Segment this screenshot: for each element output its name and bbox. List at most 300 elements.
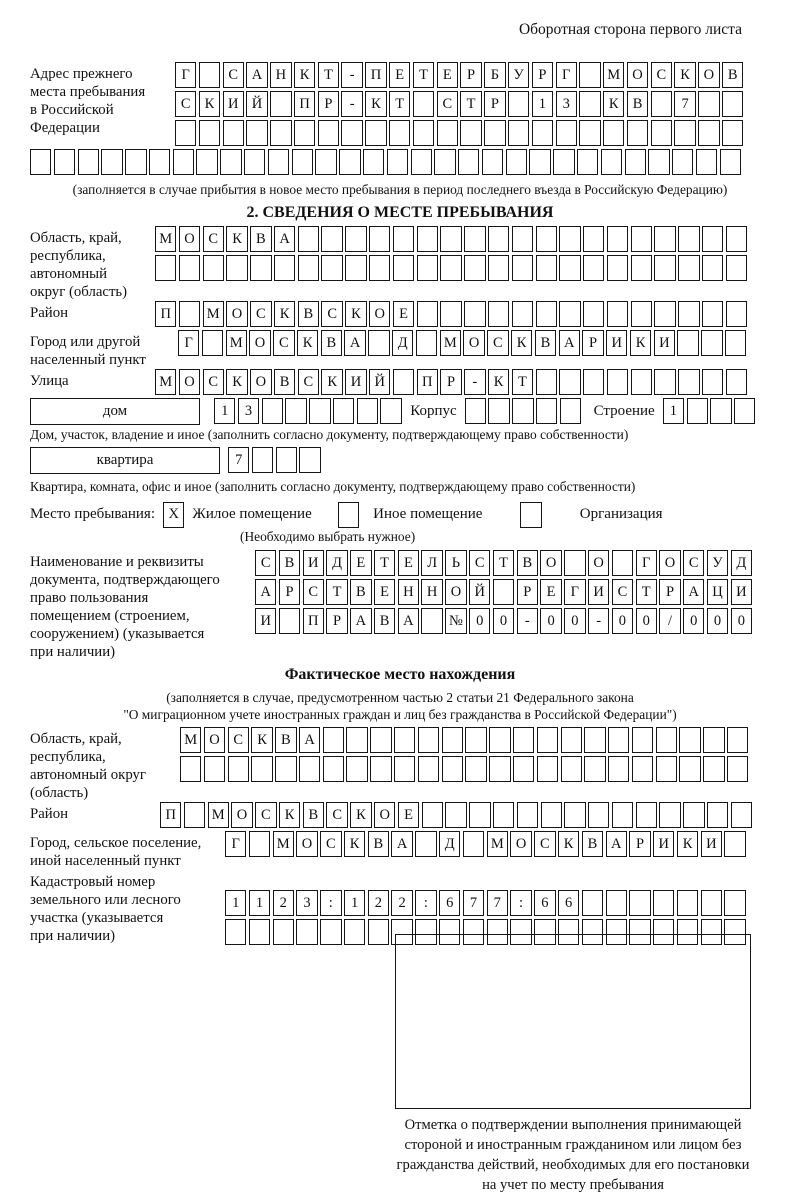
- char-box[interactable]: [653, 919, 674, 945]
- char-box[interactable]: К: [345, 301, 366, 327]
- char-box[interactable]: О: [698, 62, 719, 88]
- char-box[interactable]: К: [558, 831, 579, 857]
- char-box[interactable]: [722, 120, 743, 146]
- char-box[interactable]: В: [368, 831, 389, 857]
- char-box[interactable]: [726, 226, 747, 252]
- char-box[interactable]: [380, 398, 401, 424]
- char-box[interactable]: [422, 802, 443, 828]
- char-box[interactable]: [321, 255, 342, 281]
- char-box[interactable]: №: [445, 608, 466, 634]
- char-box[interactable]: [726, 369, 747, 395]
- char-box[interactable]: О: [540, 550, 561, 576]
- char-box[interactable]: [608, 756, 629, 782]
- char-box[interactable]: С: [255, 550, 276, 576]
- char-box[interactable]: Т: [318, 62, 339, 88]
- char-box[interactable]: [607, 369, 628, 395]
- char-box[interactable]: Р: [517, 579, 538, 605]
- char-box[interactable]: Д: [326, 550, 347, 576]
- char-box[interactable]: [180, 756, 201, 782]
- char-box[interactable]: [394, 756, 415, 782]
- char-box[interactable]: 0: [540, 608, 561, 634]
- char-box[interactable]: О: [369, 301, 390, 327]
- char-box[interactable]: [413, 120, 434, 146]
- char-box[interactable]: О: [204, 727, 225, 753]
- char-box[interactable]: [631, 369, 652, 395]
- char-box[interactable]: [318, 120, 339, 146]
- char-box[interactable]: М: [603, 62, 624, 88]
- char-box[interactable]: [707, 802, 728, 828]
- char-box[interactable]: Р: [460, 62, 481, 88]
- char-box[interactable]: [393, 255, 414, 281]
- char-box[interactable]: [369, 255, 390, 281]
- char-box[interactable]: К: [279, 802, 300, 828]
- char-box[interactable]: [541, 802, 562, 828]
- char-box[interactable]: Р: [318, 91, 339, 117]
- char-box[interactable]: [632, 756, 653, 782]
- char-box[interactable]: [294, 120, 315, 146]
- char-box[interactable]: [320, 919, 341, 945]
- char-box[interactable]: А: [606, 831, 627, 857]
- char-box[interactable]: [463, 831, 484, 857]
- char-box[interactable]: [417, 255, 438, 281]
- char-box[interactable]: А: [398, 608, 419, 634]
- char-box[interactable]: В: [627, 91, 648, 117]
- char-box[interactable]: О: [179, 369, 200, 395]
- char-box[interactable]: В: [279, 550, 300, 576]
- checkbox-zhiloe[interactable]: X: [163, 502, 184, 528]
- char-box[interactable]: [677, 330, 698, 356]
- char-box[interactable]: [725, 330, 746, 356]
- checkbox-organizatsiya[interactable]: [520, 502, 541, 528]
- char-box[interactable]: [702, 226, 723, 252]
- char-box[interactable]: А: [350, 608, 371, 634]
- char-box[interactable]: [559, 369, 580, 395]
- char-box[interactable]: С: [298, 369, 319, 395]
- char-box[interactable]: [651, 91, 672, 117]
- char-box[interactable]: У: [707, 550, 728, 576]
- char-box[interactable]: [202, 330, 223, 356]
- char-box[interactable]: [698, 91, 719, 117]
- char-box[interactable]: [588, 802, 609, 828]
- char-box[interactable]: [537, 727, 558, 753]
- char-box[interactable]: [298, 255, 319, 281]
- char-box[interactable]: 6: [439, 890, 460, 916]
- char-box[interactable]: А: [344, 330, 365, 356]
- char-box[interactable]: [687, 398, 708, 424]
- char-box[interactable]: [344, 919, 365, 945]
- char-box[interactable]: Т: [413, 62, 434, 88]
- char-box[interactable]: [411, 149, 432, 175]
- char-box[interactable]: Й: [246, 91, 267, 117]
- char-box[interactable]: [345, 255, 366, 281]
- char-box[interactable]: К: [297, 330, 318, 356]
- char-box[interactable]: [679, 756, 700, 782]
- char-box[interactable]: Т: [374, 550, 395, 576]
- char-box[interactable]: Е: [393, 301, 414, 327]
- char-box[interactable]: С: [321, 301, 342, 327]
- char-box[interactable]: [270, 120, 291, 146]
- char-box[interactable]: [417, 301, 438, 327]
- char-box[interactable]: [606, 919, 627, 945]
- char-box[interactable]: [339, 149, 360, 175]
- char-box[interactable]: [363, 149, 384, 175]
- char-box[interactable]: [276, 447, 297, 473]
- char-box[interactable]: К: [603, 91, 624, 117]
- char-box[interactable]: [674, 120, 695, 146]
- char-box[interactable]: [203, 255, 224, 281]
- char-box[interactable]: [78, 149, 99, 175]
- char-box[interactable]: [389, 120, 410, 146]
- char-box[interactable]: [274, 255, 295, 281]
- checkbox-inoe[interactable]: [338, 502, 359, 528]
- char-box[interactable]: [463, 919, 484, 945]
- char-box[interactable]: Г: [175, 62, 196, 88]
- char-box[interactable]: [677, 919, 698, 945]
- char-box[interactable]: П: [417, 369, 438, 395]
- char-box[interactable]: Т: [512, 369, 533, 395]
- char-box[interactable]: [678, 369, 699, 395]
- char-box[interactable]: [292, 149, 313, 175]
- char-box[interactable]: С: [487, 330, 508, 356]
- char-box[interactable]: [393, 226, 414, 252]
- char-box[interactable]: В: [250, 226, 271, 252]
- char-box[interactable]: С: [303, 579, 324, 605]
- char-box[interactable]: [460, 120, 481, 146]
- char-box[interactable]: [696, 149, 717, 175]
- char-box[interactable]: [583, 301, 604, 327]
- char-box[interactable]: Д: [731, 550, 752, 576]
- char-box[interactable]: С: [223, 62, 244, 88]
- char-box[interactable]: 3: [238, 398, 259, 424]
- char-box[interactable]: [583, 369, 604, 395]
- char-box[interactable]: Р: [326, 608, 347, 634]
- char-box[interactable]: Г: [178, 330, 199, 356]
- char-box[interactable]: 0: [707, 608, 728, 634]
- char-box[interactable]: И: [223, 91, 244, 117]
- char-box[interactable]: [603, 120, 624, 146]
- char-box[interactable]: Т: [636, 579, 657, 605]
- char-box[interactable]: [724, 890, 745, 916]
- char-box[interactable]: 1: [663, 398, 684, 424]
- char-box[interactable]: -: [588, 608, 609, 634]
- char-box[interactable]: П: [294, 91, 315, 117]
- char-box[interactable]: С: [273, 330, 294, 356]
- char-box[interactable]: [701, 890, 722, 916]
- char-box[interactable]: С: [255, 802, 276, 828]
- char-box[interactable]: М: [203, 301, 224, 327]
- char-box[interactable]: [654, 301, 675, 327]
- char-box[interactable]: [458, 149, 479, 175]
- char-box[interactable]: М: [155, 226, 176, 252]
- char-box[interactable]: [532, 120, 553, 146]
- char-box[interactable]: [323, 727, 344, 753]
- char-box[interactable]: [654, 226, 675, 252]
- char-box[interactable]: [275, 756, 296, 782]
- char-box[interactable]: [537, 756, 558, 782]
- char-box[interactable]: [488, 301, 509, 327]
- char-box[interactable]: [632, 727, 653, 753]
- char-box[interactable]: [262, 398, 283, 424]
- char-box[interactable]: [678, 301, 699, 327]
- char-box[interactable]: [488, 255, 509, 281]
- char-box[interactable]: [536, 369, 557, 395]
- char-box[interactable]: 2: [391, 890, 412, 916]
- char-box[interactable]: [465, 398, 486, 424]
- char-box[interactable]: [701, 919, 722, 945]
- char-box[interactable]: [309, 398, 330, 424]
- char-box[interactable]: [583, 226, 604, 252]
- char-box[interactable]: Е: [437, 62, 458, 88]
- char-box[interactable]: [653, 890, 674, 916]
- char-box[interactable]: О: [249, 330, 270, 356]
- char-box[interactable]: [529, 149, 550, 175]
- char-box[interactable]: [244, 149, 265, 175]
- char-box[interactable]: С: [612, 579, 633, 605]
- char-box[interactable]: [584, 756, 605, 782]
- char-box[interactable]: -: [517, 608, 538, 634]
- char-box[interactable]: Й: [369, 369, 390, 395]
- char-box[interactable]: [30, 149, 51, 175]
- char-box[interactable]: [346, 727, 367, 753]
- char-box[interactable]: [601, 149, 622, 175]
- char-box[interactable]: У: [508, 62, 529, 88]
- char-box[interactable]: [702, 255, 723, 281]
- char-box[interactable]: 7: [228, 447, 249, 473]
- char-box[interactable]: П: [365, 62, 386, 88]
- char-box[interactable]: [629, 919, 650, 945]
- char-box[interactable]: 3: [556, 91, 577, 117]
- char-box[interactable]: [220, 149, 241, 175]
- char-box[interactable]: [369, 226, 390, 252]
- char-box[interactable]: [341, 120, 362, 146]
- char-box[interactable]: [734, 398, 755, 424]
- char-box[interactable]: [199, 62, 220, 88]
- char-box[interactable]: И: [606, 330, 627, 356]
- char-box[interactable]: М: [226, 330, 247, 356]
- char-box[interactable]: [512, 398, 533, 424]
- char-box[interactable]: К: [199, 91, 220, 117]
- char-box[interactable]: [346, 756, 367, 782]
- char-box[interactable]: [489, 727, 510, 753]
- char-box[interactable]: 1: [225, 890, 246, 916]
- char-box[interactable]: А: [255, 579, 276, 605]
- char-box[interactable]: [559, 226, 580, 252]
- char-box[interactable]: И: [653, 831, 674, 857]
- char-box[interactable]: [387, 149, 408, 175]
- char-box[interactable]: С: [469, 550, 490, 576]
- char-box[interactable]: О: [179, 226, 200, 252]
- char-box[interactable]: [579, 91, 600, 117]
- char-box[interactable]: П: [155, 301, 176, 327]
- char-box[interactable]: 0: [564, 608, 585, 634]
- char-box[interactable]: [648, 149, 669, 175]
- char-box[interactable]: [582, 890, 603, 916]
- char-box[interactable]: [720, 149, 741, 175]
- char-box[interactable]: Т: [493, 550, 514, 576]
- char-box[interactable]: [656, 756, 677, 782]
- char-box[interactable]: -: [464, 369, 485, 395]
- char-box[interactable]: 0: [493, 608, 514, 634]
- char-box[interactable]: Д: [439, 831, 460, 857]
- char-box[interactable]: [442, 756, 463, 782]
- char-box[interactable]: [561, 756, 582, 782]
- char-box[interactable]: [440, 301, 461, 327]
- char-box[interactable]: [608, 727, 629, 753]
- char-box[interactable]: [249, 831, 270, 857]
- char-box[interactable]: М: [440, 330, 461, 356]
- char-box[interactable]: [155, 255, 176, 281]
- char-box[interactable]: 0: [683, 608, 704, 634]
- char-box[interactable]: Г: [225, 831, 246, 857]
- char-box[interactable]: 0: [612, 608, 633, 634]
- char-box[interactable]: -: [341, 62, 362, 88]
- char-box[interactable]: [179, 255, 200, 281]
- char-box[interactable]: [607, 301, 628, 327]
- char-box[interactable]: [315, 149, 336, 175]
- char-box[interactable]: 6: [534, 890, 555, 916]
- char-box[interactable]: [413, 91, 434, 117]
- char-box[interactable]: [579, 62, 600, 88]
- char-box[interactable]: В: [517, 550, 538, 576]
- char-box[interactable]: К: [226, 226, 247, 252]
- char-box[interactable]: К: [321, 369, 342, 395]
- char-box[interactable]: [627, 120, 648, 146]
- char-box[interactable]: И: [255, 608, 276, 634]
- char-box[interactable]: В: [298, 301, 319, 327]
- char-box[interactable]: [631, 255, 652, 281]
- char-box[interactable]: 3: [296, 890, 317, 916]
- char-box[interactable]: [298, 226, 319, 252]
- char-box[interactable]: [299, 447, 320, 473]
- char-box[interactable]: [199, 120, 220, 146]
- char-box[interactable]: [333, 398, 354, 424]
- char-box[interactable]: А: [683, 579, 704, 605]
- char-box[interactable]: [506, 149, 527, 175]
- char-box[interactable]: Г: [564, 579, 585, 605]
- char-box[interactable]: [445, 802, 466, 828]
- char-box[interactable]: [702, 369, 723, 395]
- char-box[interactable]: [250, 255, 271, 281]
- char-box[interactable]: К: [511, 330, 532, 356]
- char-box[interactable]: [607, 226, 628, 252]
- char-box[interactable]: [149, 149, 170, 175]
- char-box[interactable]: [442, 727, 463, 753]
- char-box[interactable]: К: [674, 62, 695, 88]
- char-box[interactable]: [606, 890, 627, 916]
- char-box[interactable]: [654, 369, 675, 395]
- char-box[interactable]: Е: [389, 62, 410, 88]
- char-box[interactable]: [722, 91, 743, 117]
- char-box[interactable]: [393, 369, 414, 395]
- char-box[interactable]: [196, 149, 217, 175]
- char-box[interactable]: М: [273, 831, 294, 857]
- char-box[interactable]: [703, 756, 724, 782]
- char-box[interactable]: [584, 727, 605, 753]
- char-box[interactable]: К: [294, 62, 315, 88]
- char-box[interactable]: [679, 727, 700, 753]
- char-box[interactable]: В: [535, 330, 556, 356]
- char-box[interactable]: [698, 120, 719, 146]
- char-box[interactable]: [710, 398, 731, 424]
- char-box[interactable]: [727, 756, 748, 782]
- char-box[interactable]: [417, 226, 438, 252]
- char-box[interactable]: Р: [629, 831, 650, 857]
- char-box[interactable]: С: [320, 831, 341, 857]
- char-box[interactable]: О: [659, 550, 680, 576]
- char-box[interactable]: [726, 255, 747, 281]
- char-box[interactable]: О: [231, 802, 252, 828]
- char-box[interactable]: [184, 802, 205, 828]
- char-box[interactable]: С: [651, 62, 672, 88]
- char-box[interactable]: [173, 149, 194, 175]
- char-box[interactable]: К: [630, 330, 651, 356]
- char-box[interactable]: [553, 149, 574, 175]
- char-box[interactable]: [672, 149, 693, 175]
- char-box[interactable]: [465, 727, 486, 753]
- char-box[interactable]: [512, 255, 533, 281]
- char-box[interactable]: :: [510, 890, 531, 916]
- char-box[interactable]: А: [274, 226, 295, 252]
- char-box[interactable]: [323, 756, 344, 782]
- char-box[interactable]: :: [320, 890, 341, 916]
- char-box[interactable]: [659, 802, 680, 828]
- char-box[interactable]: [564, 802, 585, 828]
- char-box[interactable]: 2: [273, 890, 294, 916]
- char-box[interactable]: [179, 301, 200, 327]
- char-box[interactable]: [54, 149, 75, 175]
- char-box[interactable]: А: [299, 727, 320, 753]
- char-box[interactable]: 1: [344, 890, 365, 916]
- char-box[interactable]: [299, 756, 320, 782]
- char-box[interactable]: -: [341, 91, 362, 117]
- char-box[interactable]: [702, 301, 723, 327]
- char-box[interactable]: В: [722, 62, 743, 88]
- char-box[interactable]: [345, 226, 366, 252]
- char-box[interactable]: [125, 149, 146, 175]
- char-box[interactable]: В: [582, 831, 603, 857]
- char-box[interactable]: С: [534, 831, 555, 857]
- char-box[interactable]: Е: [398, 550, 419, 576]
- char-box[interactable]: К: [350, 802, 371, 828]
- char-box[interactable]: И: [303, 550, 324, 576]
- char-box[interactable]: [228, 756, 249, 782]
- char-box[interactable]: [727, 727, 748, 753]
- char-box[interactable]: [651, 120, 672, 146]
- char-box[interactable]: [488, 398, 509, 424]
- char-box[interactable]: Т: [460, 91, 481, 117]
- char-box[interactable]: Е: [398, 802, 419, 828]
- char-box[interactable]: [223, 120, 244, 146]
- char-box[interactable]: [513, 756, 534, 782]
- char-box[interactable]: М: [487, 831, 508, 857]
- char-box[interactable]: И: [588, 579, 609, 605]
- char-box[interactable]: 1: [214, 398, 235, 424]
- char-box[interactable]: [517, 802, 538, 828]
- char-box[interactable]: [418, 756, 439, 782]
- char-box[interactable]: [391, 919, 412, 945]
- char-box[interactable]: Г: [636, 550, 657, 576]
- char-box[interactable]: А: [559, 330, 580, 356]
- char-box[interactable]: С: [250, 301, 271, 327]
- char-box[interactable]: О: [445, 579, 466, 605]
- char-box[interactable]: П: [160, 802, 181, 828]
- char-box[interactable]: [678, 226, 699, 252]
- char-box[interactable]: [370, 727, 391, 753]
- char-box[interactable]: [560, 398, 581, 424]
- char-box[interactable]: Б: [484, 62, 505, 88]
- char-box[interactable]: Е: [350, 550, 371, 576]
- char-box[interactable]: [357, 398, 378, 424]
